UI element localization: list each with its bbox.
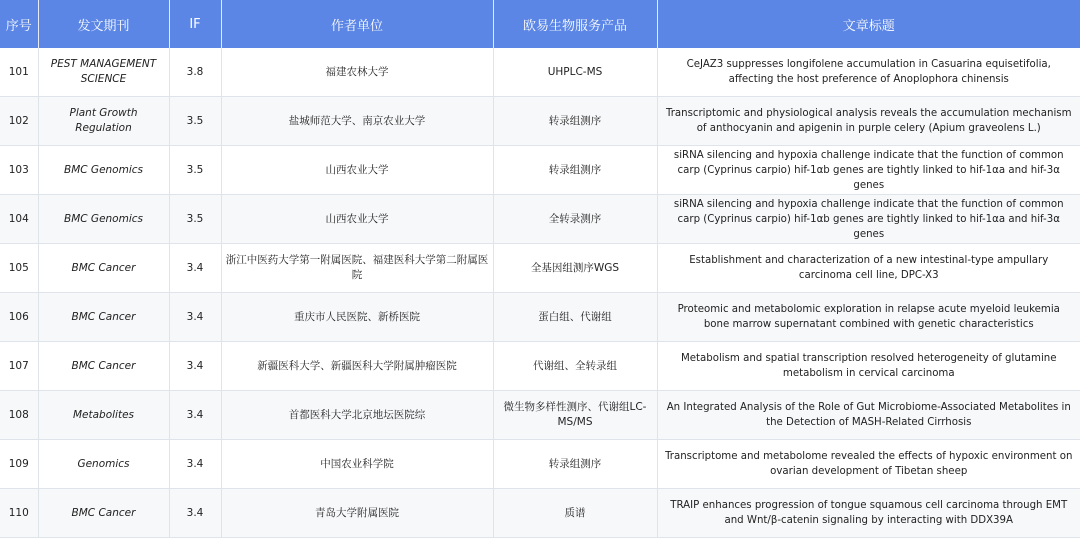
cell-index: 106 xyxy=(0,293,38,342)
table-row xyxy=(0,489,1080,538)
table-row xyxy=(0,97,1080,146)
cell-index: 110 xyxy=(0,489,38,538)
cell-index: 108 xyxy=(0,391,38,440)
table-row xyxy=(0,293,1080,342)
cell-journal: Plant Growth Regulation xyxy=(38,97,169,146)
cell-author-unit: 重庆市人民医院、新桥医院 xyxy=(221,293,493,342)
cell-article-title: CeJAZ3 suppresses longifolene accumulation in Casuarina equisetifolia, affecting the host preference of Anoplophora chinensis xyxy=(657,48,1080,97)
cell-service-product: 全转录测序 xyxy=(493,195,657,244)
cell-impact-factor: 3.4 xyxy=(169,391,221,440)
cell-article-title: siRNA silencing and hypoxia challenge indicate that the function of common carp (Cyprinus carpio) hif-1αb genes are tightly linked to hif-1αa and hif-3α genes xyxy=(657,146,1080,195)
cell-impact-factor: 3.8 xyxy=(169,48,221,97)
table-row xyxy=(0,342,1080,391)
cell-journal: BMC Cancer xyxy=(38,244,169,293)
table-row xyxy=(0,391,1080,440)
cell-article-title: TRAIP enhances progression of tongue squamous cell carcinoma through EMT and Wnt/β-catenin signaling by interacting with DDX39A xyxy=(657,489,1080,538)
cell-author-unit: 青岛大学附属医院 xyxy=(221,489,493,538)
cell-article-title: An Integrated Analysis of the Role of Gut Microbiome-Associated Metabolites in the Detection of MASH-Related Cirrhosis xyxy=(657,391,1080,440)
cell-journal: BMC Cancer xyxy=(38,342,169,391)
table-row xyxy=(0,48,1080,97)
cell-index: 103 xyxy=(0,146,38,195)
cell-journal: PEST MANAGEMENT SCIENCE xyxy=(38,48,169,97)
cell-article-title: Transcriptomic and physiological analysis reveals the accumulation mechanism of anthocyanin and apigenin in purple celery (Apium graveolens L.) xyxy=(657,97,1080,146)
cell-journal: BMC Cancer xyxy=(38,293,169,342)
cell-service-product: 转录组测序 xyxy=(493,146,657,195)
header-index: 序号 xyxy=(0,0,38,48)
header-article-title: 文章标题 xyxy=(657,0,1080,48)
cell-article-title: Establishment and characterization of a new intestinal-type ampullary carcinoma cell line, DPC-X3 xyxy=(657,244,1080,293)
cell-author-unit: 中国农业科学院 xyxy=(221,440,493,489)
header-impact-factor: IF xyxy=(169,0,221,48)
cell-journal: BMC Cancer xyxy=(38,489,169,538)
table-row xyxy=(0,146,1080,195)
cell-service-product: 转录组测序 xyxy=(493,440,657,489)
header-author-unit: 作者单位 xyxy=(221,0,493,48)
cell-index: 109 xyxy=(0,440,38,489)
cell-service-product: 转录组测序 xyxy=(493,97,657,146)
cell-author-unit: 新疆医科大学、新疆医科大学附属肿瘤医院 xyxy=(221,342,493,391)
cell-index: 107 xyxy=(0,342,38,391)
cell-impact-factor: 3.4 xyxy=(169,440,221,489)
cell-impact-factor: 3.4 xyxy=(169,293,221,342)
header-row xyxy=(0,0,1080,48)
cell-journal: Genomics xyxy=(38,440,169,489)
cell-author-unit: 山西农业大学 xyxy=(221,195,493,244)
table-row xyxy=(0,244,1080,293)
cell-article-title: Metabolism and spatial transcription resolved heterogeneity of glutamine metabolism in cervical carcinoma xyxy=(657,342,1080,391)
cell-service-product: 质谱 xyxy=(493,489,657,538)
cell-author-unit: 浙江中医药大学第一附属医院、福建医科大学第二附属医院 xyxy=(221,244,493,293)
cell-journal: BMC Genomics xyxy=(38,195,169,244)
header-journal: 发文期刊 xyxy=(38,0,169,48)
cell-article-title: Proteomic and metabolomic exploration in relapse acute myeloid leukemia bone marrow supernatant combined with genetic characteristics xyxy=(657,293,1080,342)
table-row xyxy=(0,440,1080,489)
cell-service-product: 全基因组测序WGS xyxy=(493,244,657,293)
cell-index: 105 xyxy=(0,244,38,293)
cell-service-product: UHPLC-MS xyxy=(493,48,657,97)
cell-impact-factor: 3.5 xyxy=(169,97,221,146)
cell-author-unit: 福建农林大学 xyxy=(221,48,493,97)
cell-article-title: Transcriptome and metabolome revealed the effects of hypoxic environment on ovarian development of Tibetan sheep xyxy=(657,440,1080,489)
table-body xyxy=(0,48,1080,538)
cell-author-unit: 盐城师范大学、南京农业大学 xyxy=(221,97,493,146)
cell-service-product: 蛋白组、代谢组 xyxy=(493,293,657,342)
header-service-product: 欧易生物服务产品 xyxy=(493,0,657,48)
cell-index: 104 xyxy=(0,195,38,244)
table-row xyxy=(0,195,1080,244)
cell-impact-factor: 3.4 xyxy=(169,489,221,538)
cell-impact-factor: 3.4 xyxy=(169,342,221,391)
cell-index: 102 xyxy=(0,97,38,146)
cell-service-product: 代谢组、全转录组 xyxy=(493,342,657,391)
cell-journal: BMC Genomics xyxy=(38,146,169,195)
cell-impact-factor: 3.5 xyxy=(169,195,221,244)
cell-service-product: 微生物多样性测序、代谢组LC-MS/MS xyxy=(493,391,657,440)
cell-journal: Metabolites xyxy=(38,391,169,440)
cell-impact-factor: 3.4 xyxy=(169,244,221,293)
cell-impact-factor: 3.5 xyxy=(169,146,221,195)
cell-author-unit: 山西农业大学 xyxy=(221,146,493,195)
cell-article-title: siRNA silencing and hypoxia challenge indicate that the function of common carp (Cyprinus carpio) hif-1αb genes are tightly linked to hif-1αa and hif-3α genes xyxy=(657,195,1080,244)
cell-author-unit: 首都医科大学北京地坛医院综 xyxy=(221,391,493,440)
cell-index: 101 xyxy=(0,48,38,97)
